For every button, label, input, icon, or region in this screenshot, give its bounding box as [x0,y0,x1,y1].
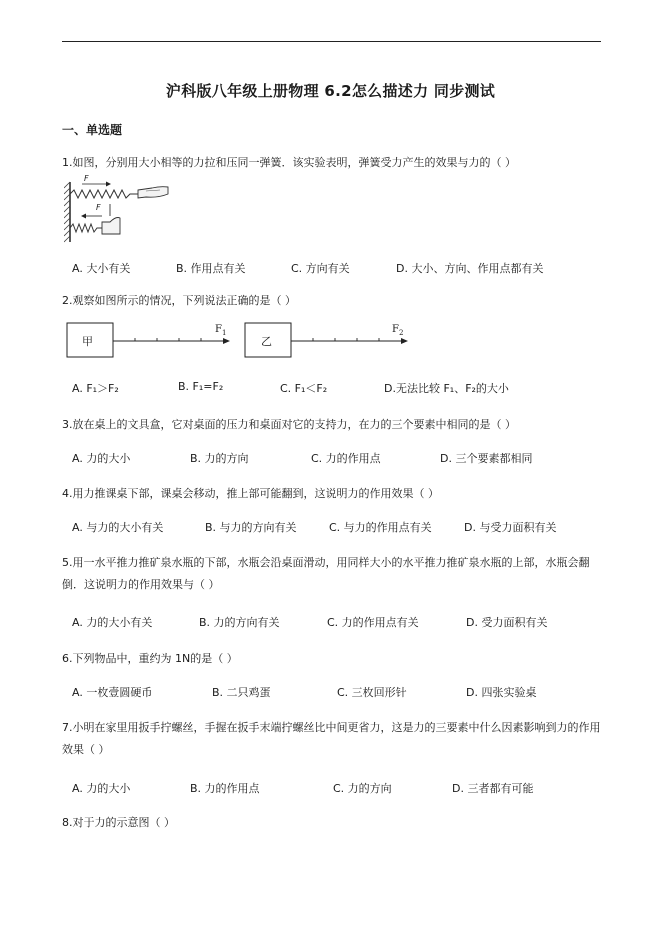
q4-option-a[interactable]: A. 与力的大小有关 [72,521,164,534]
question-5-stem: 5.用一水平推力推矿泉水瓶的下部，水瓶会沿桌面滑动，用同样大小的水平推力推矿泉水瓶的上部，水瓶会翻倒．这说明力的作用效果与（ ） [62,556,590,591]
q7-option-c[interactable]: C. 力的方向 [333,782,392,795]
q2-option-c[interactable]: C. F₁＜F₂ [280,382,328,395]
header-rule [62,41,601,42]
box-label-yi: 乙 [261,335,272,348]
q3-option-b[interactable]: B. 力的方向 [190,452,249,465]
question-4-stem: 4.用力推课桌下部，课桌会移动，推上部可能翻到，这说明力的作用效果（ ） [62,487,439,500]
q5-option-d[interactable]: D. 受力面积有关 [466,616,548,629]
q5-option-c[interactable]: C. 力的作用点有关 [327,616,419,629]
q6-option-c[interactable]: C. 三枚回形针 [337,686,407,699]
force-label-top: F [84,174,89,183]
q1-option-c[interactable]: C. 方向有关 [291,262,350,275]
q2-option-a[interactable]: A. F₁＞F₂ [72,382,119,395]
q3-option-c[interactable]: C. 力的作用点 [311,452,381,465]
q5-option-a[interactable]: A. 力的大小有关 [72,616,153,629]
question-3-stem: 3.放在桌上的文具盒，它对桌面的压力和桌面对它的支持力，在力的三个要素中相同的是（ ） [62,418,516,431]
force-label-f2: $F_2$ [392,324,404,337]
force-comparison-diagram [66,322,426,362]
question-6-stem: 6.下列物品中，重约为 1N的是（ ） [62,652,238,665]
question-1-stem: 1.如图，分别用大小相等的力拉和压同一弹簧．该实验表明，弹簧受力产生的效果与力的（ ） [62,156,516,169]
page-title: 沪科版八年级上册物理 6.2怎么描述力 同步测试 [165,82,496,100]
q1-option-a[interactable]: A. 大小有关 [72,262,131,275]
box-label-jia: 甲 [82,335,93,348]
force-label-bottom: F [96,203,101,212]
q1-option-d[interactable]: D. 大小、方向、作用点都有关 [396,262,544,275]
q6-option-a[interactable]: A. 一枚壹圆硬币 [72,686,153,699]
q2-option-d[interactable]: D.无法比较 F₁、F₂的大小 [384,382,509,395]
question-8-stem: 8.对于力的示意图（ ） [62,816,175,829]
q4-option-d[interactable]: D. 与受力面积有关 [464,521,557,534]
q6-option-d[interactable]: D. 四张实验桌 [466,686,537,699]
q4-option-c[interactable]: C. 与力的作用点有关 [329,521,432,534]
q7-option-b[interactable]: B. 力的作用点 [190,782,260,795]
section-heading: 一、单选题 [62,123,123,137]
force-label-f1: $F_1$ [215,324,227,337]
q7-option-d[interactable]: D. 三者都有可能 [452,782,534,795]
q1-option-b[interactable]: B. 作用点有关 [176,262,246,275]
q3-option-d[interactable]: D. 三个要素都相同 [440,452,533,465]
q7-option-a[interactable]: A. 力的大小 [72,782,131,795]
spring-diagram [64,178,170,244]
question-7-stem: 7.小明在家里用扳手拧螺丝，手握在扳手末端拧螺丝比中间更省力，这是力的三要素中什么因素影响到力的作用效果（ ） [62,721,601,756]
q6-option-b[interactable]: B. 二只鸡蛋 [212,686,271,699]
question-2-stem: 2.观察如图所示的情况，下列说法正确的是（ ） [62,294,296,307]
q4-option-b[interactable]: B. 与力的方向有关 [205,521,297,534]
q3-option-a[interactable]: A. 力的大小 [72,452,131,465]
q2-option-b[interactable]: B. F₁=F₂ [178,380,224,393]
q5-option-b[interactable]: B. 力的方向有关 [199,616,280,629]
